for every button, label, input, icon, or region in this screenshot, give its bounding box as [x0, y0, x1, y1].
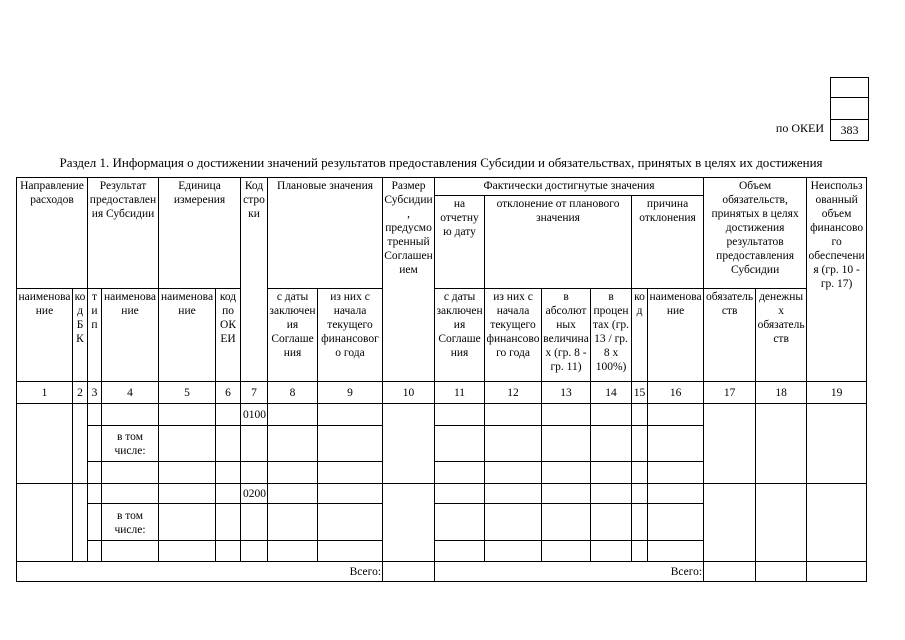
result-type-header: тип: [88, 289, 102, 382]
planned-from-agreement-cell: [268, 504, 318, 541]
row-code-header: Код строки: [241, 178, 268, 382]
subsidy-amount-cell: [383, 484, 435, 562]
subsidy-amount-total-cell: [383, 562, 435, 582]
planned-from-agreement-cell: [268, 541, 318, 562]
result-name-cell: [102, 484, 159, 504]
actual-from-agreement-cell: [435, 504, 485, 541]
unit-name-header: наименование: [159, 289, 216, 382]
obligations-cell: [704, 484, 756, 562]
actual-from-agreement-cell: [435, 404, 485, 426]
reporting-date-header: на отчетную дату: [435, 196, 485, 289]
unit-name-cell: [159, 426, 216, 462]
okei-code-value: 383: [831, 120, 869, 141]
monetary-obligations-header: денежных обязательств: [756, 289, 807, 382]
actual-current-year-cell: [485, 541, 542, 562]
column-number: 11: [435, 382, 485, 404]
column-number: 15: [632, 382, 648, 404]
reason-name-cell: [648, 462, 704, 484]
unit-name-cell: [159, 504, 216, 541]
unit-name-cell: [159, 404, 216, 426]
unused-amount-total-cell: [807, 562, 867, 582]
unit-okei-code-cell: [216, 404, 241, 426]
result-type-cell: [88, 462, 102, 484]
planned-current-year-cell: [318, 541, 383, 562]
result-name-cell: [102, 541, 159, 562]
deviation-reason-header: причина отклонения: [632, 196, 704, 289]
column-number: 1: [17, 382, 73, 404]
column-number: 13: [542, 382, 591, 404]
reason-name-cell: [648, 484, 704, 504]
planned-current-year-cell: [318, 462, 383, 484]
result-type-cell: [88, 426, 102, 462]
subsidy-amount-header: Размер Субсидии, предусмотренный Соглашением: [383, 178, 435, 382]
subsidy-amount-cell: [383, 404, 435, 484]
obligations-total-cell: [704, 562, 756, 582]
actual-current-year-cell: [485, 426, 542, 462]
deviation-absolute-cell: [542, 541, 591, 562]
unit-okei-code-header: код по ОКЕИ: [216, 289, 241, 382]
report-table: [16, 177, 867, 582]
unit-okei-code-cell: [216, 426, 241, 462]
column-number: 3: [88, 382, 102, 404]
unit-okei-code-cell: [216, 541, 241, 562]
row-code-cell: [241, 504, 268, 541]
okei-box-empty-cell: [831, 98, 869, 120]
result-type-cell: [88, 404, 102, 426]
deviation-percent-header: в процентах (гр. 13 / гр. 8 x 100%): [591, 289, 632, 382]
column-number: 17: [704, 382, 756, 404]
data-row: [17, 404, 867, 426]
column-number: 12: [485, 382, 542, 404]
deviation-absolute-cell: [542, 404, 591, 426]
row-code-cell: 0100: [241, 404, 268, 426]
actual-current-year-cell: [485, 404, 542, 426]
column-number: 19: [807, 382, 867, 404]
result-name-cell: [102, 404, 159, 426]
actual-current-year-cell: [485, 504, 542, 541]
reason-code-cell: [632, 404, 648, 426]
column-number: 6: [216, 382, 241, 404]
obligations-header: Объем обязательств, принятых в целях достижения результатов предоставления Субсидии: [704, 178, 807, 289]
direction-name-cell: [17, 484, 73, 562]
actual-from-agreement-header: с даты заключения Соглашения: [435, 289, 485, 382]
kbk-code-cell: [73, 484, 88, 562]
reason-name-cell: [648, 426, 704, 462]
planned-from-agreement-cell: [268, 462, 318, 484]
deviation-percent-cell: [591, 426, 632, 462]
column-number: 14: [591, 382, 632, 404]
actual-from-agreement-cell: [435, 541, 485, 562]
result-name-cell: [102, 462, 159, 484]
result-header: Результат предоставления Субсидии: [88, 178, 159, 289]
planned-current-year-cell: [318, 404, 383, 426]
planned-current-year-cell: [318, 504, 383, 541]
column-number: 18: [756, 382, 807, 404]
monetary-obligations-cell: [756, 484, 807, 562]
deviation-percent-cell: [591, 404, 632, 426]
unused-amount-cell: [807, 484, 867, 562]
unit-okei-code-cell: [216, 484, 241, 504]
kbk-code-header: код БК: [73, 289, 88, 382]
total-label-right: Всего:: [435, 562, 704, 582]
planned-from-agreement-cell: [268, 484, 318, 504]
row-code-cell: [241, 462, 268, 484]
actual-values-header: Фактически достигнутые значения: [435, 178, 704, 196]
planned-current-year-header: из них с начала текущего финансового года: [318, 289, 383, 382]
including-label: в том числе:: [102, 426, 159, 462]
section-title: Раздел 1. Информация о достижении значений результатов предоставления Субсидии и обязательствах, принятых в целях их достижения: [59, 155, 823, 170]
including-label: в том числе:: [102, 504, 159, 541]
unit-okei-code-cell: [216, 504, 241, 541]
column-number: 9: [318, 382, 383, 404]
planned-current-year-cell: [318, 426, 383, 462]
deviation-absolute-cell: [542, 462, 591, 484]
column-number: 8: [268, 382, 318, 404]
deviation-percent-cell: [591, 462, 632, 484]
kbk-code-cell: [73, 404, 88, 484]
planned-from-agreement-cell: [268, 426, 318, 462]
reason-name-cell: [648, 504, 704, 541]
monetary-obligations-total-cell: [756, 562, 807, 582]
actual-from-agreement-cell: [435, 462, 485, 484]
unit-name-cell: [159, 541, 216, 562]
actual-from-agreement-cell: [435, 484, 485, 504]
reason-code-cell: [632, 504, 648, 541]
column-number: 4: [102, 382, 159, 404]
deviation-header: отклонение от планового значения: [485, 196, 632, 289]
obligations-subheader: обязательств: [704, 289, 756, 382]
result-type-cell: [88, 541, 102, 562]
unit-name-cell: [159, 462, 216, 484]
row-code-cell: [241, 426, 268, 462]
result-name-header: наименование: [102, 289, 159, 382]
total-label-left: Всего:: [17, 562, 383, 582]
reason-name-cell: [648, 541, 704, 562]
unused-amount-header: Неиспользованный объем финансового обеспечения (гр. 10 - гр. 17): [807, 178, 867, 382]
row-code-cell: 0200: [241, 484, 268, 504]
result-type-cell: [88, 484, 102, 504]
actual-current-year-cell: [485, 462, 542, 484]
column-number: 10: [383, 382, 435, 404]
planned-from-agreement-header: с даты заключения Соглашения: [268, 289, 318, 382]
unit-name-cell: [159, 484, 216, 504]
total-row: [17, 562, 867, 582]
deviation-percent-cell: [591, 504, 632, 541]
planned-current-year-cell: [318, 484, 383, 504]
direction-header: Направление расходов: [17, 178, 88, 289]
unused-amount-cell: [807, 404, 867, 484]
reason-code-cell: [632, 484, 648, 504]
deviation-percent-cell: [591, 541, 632, 562]
monetary-obligations-cell: [756, 404, 807, 484]
obligations-cell: [704, 404, 756, 484]
deviation-percent-cell: [591, 484, 632, 504]
actual-current-year-cell: [485, 484, 542, 504]
column-number: 16: [648, 382, 704, 404]
actual-from-agreement-cell: [435, 426, 485, 462]
deviation-absolute-cell: [542, 484, 591, 504]
direction-name-cell: [17, 404, 73, 484]
reason-name-header: наименование: [648, 289, 704, 382]
reason-name-cell: [648, 404, 704, 426]
reason-code-header: код: [632, 289, 648, 382]
deviation-absolute-cell: [542, 426, 591, 462]
unit-okei-code-cell: [216, 462, 241, 484]
result-type-cell: [88, 504, 102, 541]
unit-header: Единица измерения: [159, 178, 241, 289]
header-row: [17, 178, 867, 196]
actual-current-year-header: из них с начала текущего финансового года: [485, 289, 542, 382]
reason-code-cell: [632, 462, 648, 484]
data-row: [17, 484, 867, 504]
column-number: 2: [73, 382, 88, 404]
direction-name-header: наименование: [17, 289, 73, 382]
header-row: [17, 289, 867, 382]
reason-code-cell: [632, 541, 648, 562]
okei-box-empty-cell: [831, 78, 869, 98]
planned-from-agreement-cell: [268, 404, 318, 426]
okei-code-box: [830, 77, 869, 141]
column-number: 5: [159, 382, 216, 404]
reason-code-cell: [632, 426, 648, 462]
okei-label: по ОКЕИ: [775, 121, 824, 135]
row-code-cell: [241, 541, 268, 562]
planned-values-header: Плановые значения: [268, 178, 383, 289]
deviation-absolute-cell: [542, 504, 591, 541]
deviation-absolute-header: в абсолютных величинах (гр. 8 - гр. 11): [542, 289, 591, 382]
column-number: 7: [241, 382, 268, 404]
column-numbers-row: [17, 382, 867, 404]
